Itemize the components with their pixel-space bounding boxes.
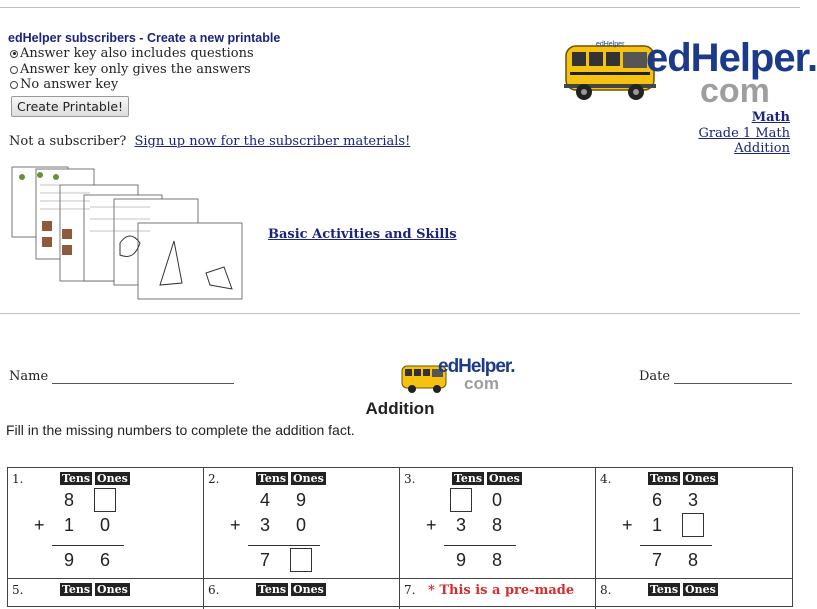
answer-box[interactable]	[94, 488, 116, 512]
add-digit: 1	[63, 515, 74, 535]
date-line	[674, 383, 792, 384]
top-digit: 4	[259, 490, 270, 510]
top-digit: 0	[491, 490, 502, 510]
ones-header: Ones	[97, 472, 128, 485]
section-divider	[0, 313, 800, 314]
worksheet-thumbnails[interactable]	[10, 163, 250, 303]
problem-row-2	[8, 578, 792, 609]
problem-number: 6.	[208, 583, 220, 597]
tens-header: Tens	[454, 472, 483, 485]
sum-line	[640, 545, 712, 546]
radio-selected-icon[interactable]	[10, 50, 18, 58]
basic-activities-link[interactable]: Basic Activities and Skills	[268, 227, 457, 242]
sum-digit: 8	[687, 550, 698, 570]
tens-header: Tens	[62, 472, 91, 485]
worksheet-title: Addition	[365, 399, 435, 418]
bus-label: edHelper	[596, 41, 625, 48]
add-digit: 0	[295, 515, 306, 535]
name-label: Name	[9, 369, 49, 384]
logo-brand: edHelper.	[646, 36, 817, 80]
radio-icon[interactable]	[10, 66, 18, 74]
ones-header: Ones	[685, 472, 716, 485]
sum-digit: 7	[259, 550, 270, 570]
breadcrumb-math-link[interactable]: Math	[751, 110, 790, 125]
option-label: Answer key only gives the answers	[20, 62, 251, 77]
breadcrumb-grade-link[interactable]: Grade 1 Math	[698, 126, 790, 141]
breadcrumb-math[interactable]	[752, 110, 790, 125]
problem-cell-2	[204, 468, 400, 578]
worksheet-preview-icon	[10, 163, 250, 303]
worksheet-instructions: Fill in the missing numbers to complete the addition fact.	[6, 422, 355, 438]
plus-sign: +	[622, 515, 633, 535]
sum-digit: 6	[99, 550, 110, 570]
ones-header: Ones	[293, 583, 324, 596]
sum-digit: 7	[651, 550, 662, 570]
option-answer-key-with-questions[interactable]	[10, 46, 254, 61]
sum-digit: 8	[491, 550, 502, 570]
breadcrumb-topic-link[interactable]: Addition	[734, 141, 790, 156]
edhelper-logo[interactable]	[560, 32, 817, 112]
problem-cell-8	[596, 579, 792, 609]
ones-header: Ones	[685, 583, 716, 596]
problem-cell-4	[596, 468, 792, 578]
top-digit: 8	[63, 490, 74, 510]
option-answer-key-only-answers[interactable]	[10, 62, 251, 77]
top-divider	[0, 7, 800, 8]
add-digit: 1	[651, 515, 662, 535]
problem-number: 7.	[404, 583, 416, 597]
problem-cell-3	[400, 468, 596, 578]
radio-icon[interactable]	[10, 81, 18, 89]
date-label: Date	[639, 369, 671, 384]
create-printable-button[interactable]: Create Printable!	[11, 96, 129, 117]
tens-header: Tens	[258, 472, 287, 485]
problem-cell-6	[204, 579, 400, 609]
name-field	[9, 369, 234, 384]
ones-header: Ones	[97, 583, 128, 596]
top-digit: 9	[295, 490, 306, 510]
sum-digit: 9	[455, 550, 466, 570]
add-digit: 3	[455, 515, 466, 535]
worksheet-logo	[400, 356, 520, 398]
logo-brand-text: edHelper	[646, 36, 807, 80]
tens-header: Tens	[650, 472, 679, 485]
date-field	[639, 369, 792, 384]
logo-com: com	[700, 72, 770, 110]
answer-box[interactable]	[450, 488, 472, 512]
ones-header: Ones	[293, 472, 324, 485]
add-digit: 0	[99, 515, 110, 535]
premade-note: * This is a pre-made	[428, 583, 575, 598]
signup-line	[9, 134, 410, 149]
not-subscriber-text: Not a subscriber?	[9, 134, 127, 149]
tens-header: Tens	[650, 583, 679, 596]
add-digit: 8	[491, 515, 502, 535]
problem-cell-5	[8, 579, 204, 609]
plus-sign: +	[426, 515, 437, 535]
top-digit: 6	[651, 490, 662, 510]
breadcrumb-grade[interactable]	[698, 126, 790, 141]
add-digit: 3	[259, 515, 270, 535]
option-label: Answer key also includes questions	[20, 46, 254, 61]
subscriber-heading: edHelper subscribers - Create a new printable	[8, 31, 281, 45]
small-logo-brand: edHelper.	[438, 356, 515, 377]
answer-box[interactable]	[682, 513, 704, 537]
answer-box[interactable]	[290, 548, 312, 572]
problem-number: 3.	[404, 472, 416, 486]
problem-grid	[7, 467, 793, 607]
plus-sign: +	[230, 515, 241, 535]
problem-cell-7	[400, 579, 596, 609]
sum-digit: 9	[63, 550, 74, 570]
name-line	[52, 383, 234, 384]
problem-number: 5.	[12, 583, 24, 597]
signup-link[interactable]: Sign up now for the subscriber materials!	[134, 134, 411, 149]
top-digit: 3	[687, 490, 698, 510]
breadcrumb-topic[interactable]	[734, 141, 790, 156]
sum-line	[52, 545, 124, 546]
problem-number: 2.	[208, 472, 220, 486]
plus-sign: +	[34, 515, 45, 535]
option-label: No answer key	[20, 77, 119, 92]
small-logo-brand-text: edHelper	[438, 356, 511, 377]
sum-line	[248, 545, 320, 546]
option-no-answer-key[interactable]	[10, 77, 118, 92]
ones-header: Ones	[489, 472, 520, 485]
problem-number: 4.	[600, 472, 612, 486]
school-bus-icon	[560, 32, 660, 112]
problem-cell-1	[8, 468, 204, 578]
sum-line	[444, 545, 516, 546]
problem-number: 1.	[12, 472, 24, 486]
problem-number: 8.	[600, 583, 612, 597]
problem-row	[8, 468, 792, 578]
tens-header: Tens	[62, 583, 91, 596]
tens-header: Tens	[258, 583, 287, 596]
small-logo-com: com	[464, 374, 499, 393]
